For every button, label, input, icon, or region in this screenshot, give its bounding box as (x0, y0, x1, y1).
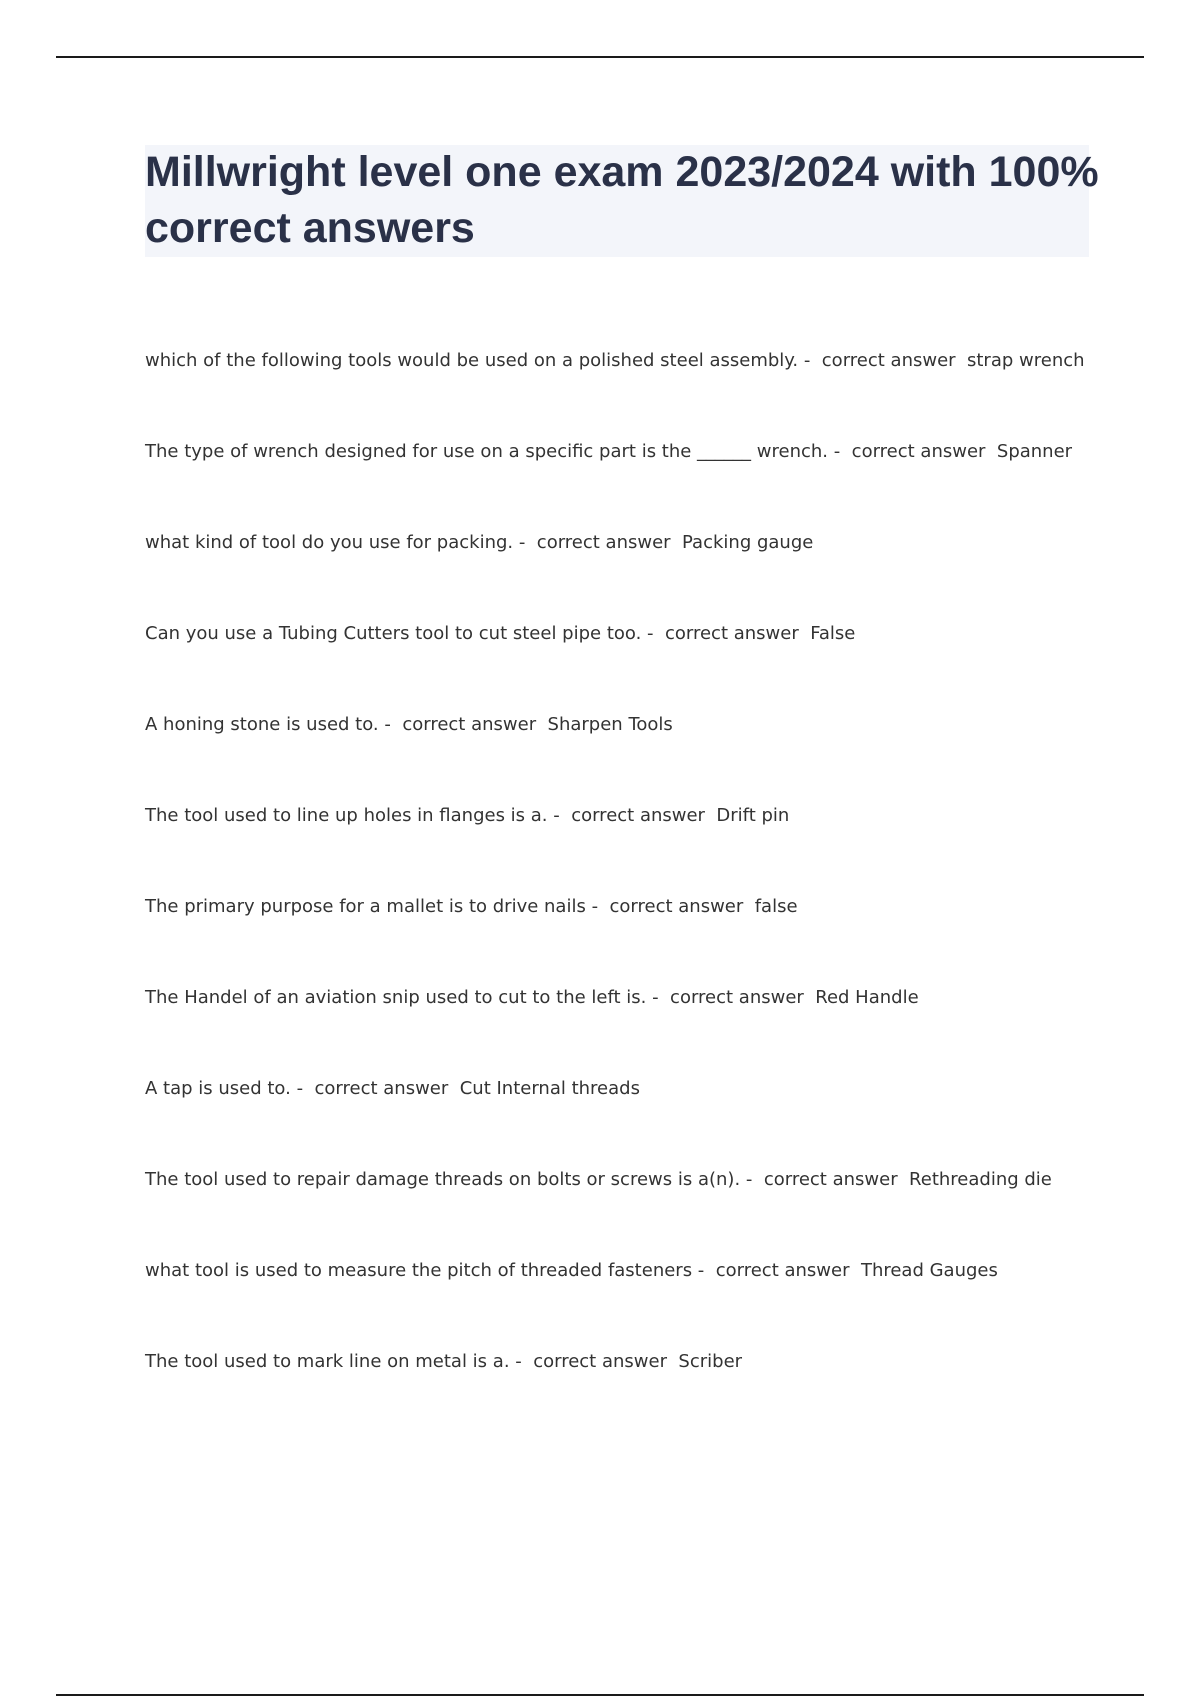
answer-text: Scriber (678, 1351, 743, 1372)
question-text: what tool is used to measure the pitch of threaded fasteners (145, 1260, 693, 1281)
answer-separator: - correct answer (740, 1169, 910, 1190)
answer-separator: - correct answer (798, 350, 967, 371)
answer-separator: - correct answer (378, 714, 548, 735)
question-text: A tap is used to. (145, 1078, 291, 1099)
answer-separator: - correct answer (585, 896, 755, 917)
qa-item (145, 429, 1105, 520)
answer-separator: - correct answer (692, 1260, 861, 1281)
qa-item (145, 702, 1105, 793)
qa-item (145, 793, 1105, 884)
question-text: The primary purpose for a mallet is to drive nails (145, 896, 586, 917)
document-title: Millwright level one exam 2023/2024 with 100% correct answers (145, 148, 1099, 252)
bottom-rule (56, 1694, 1144, 1696)
answer-text: Thread Gauges (860, 1260, 998, 1281)
question-text: Can you use a Tubing Cutters tool to cut steel pipe too. (145, 623, 642, 644)
top-rule (56, 56, 1144, 58)
answer-text: False (810, 623, 856, 644)
answer-separator: - correct answer (828, 441, 997, 462)
qa-item (145, 1339, 1105, 1430)
question-text: The Handel of an aviation snip used to cut to the left is. (145, 987, 647, 1008)
qa-item (145, 611, 1105, 702)
qa-list (145, 338, 1105, 1430)
question-text: which of the following tools would be used on a polished steel assembly. (145, 350, 799, 371)
answer-text: Spanner (996, 441, 1073, 462)
answer-text: Cut Internal threads (459, 1078, 640, 1099)
answer-text: strap wrench (967, 350, 1085, 371)
question-text: The type of wrench designed for use on a specific part is the ______ wrench. (145, 441, 829, 462)
question-text: what kind of tool do you use for packing. (145, 532, 514, 553)
qa-item (145, 520, 1105, 611)
question-text: The tool used to mark line on metal is a. (145, 1351, 510, 1372)
qa-item (145, 338, 1105, 429)
question-text: The tool used to line up holes in flanges is a. (145, 805, 548, 826)
answer-text: false (754, 896, 798, 917)
answer-text: Rethreading die (909, 1169, 1052, 1190)
qa-item (145, 1248, 1105, 1339)
qa-item (145, 975, 1105, 1066)
answer-separator: - correct answer (646, 987, 816, 1008)
answer-separator: - correct answer (290, 1078, 460, 1099)
answer-text: Sharpen Tools (547, 714, 673, 735)
qa-item (145, 1066, 1105, 1157)
question-text: A honing stone is used to. (145, 714, 379, 735)
answer-text: Drift pin (716, 805, 790, 826)
answer-separator: - correct answer (641, 623, 811, 644)
answer-separator: - correct answer (509, 1351, 679, 1372)
qa-item (145, 1157, 1105, 1248)
answer-text: Red Handle (815, 987, 919, 1008)
answer-separator: - correct answer (547, 805, 717, 826)
question-text: The tool used to repair damage threads on bolts or screws is a(n). (145, 1169, 741, 1190)
answer-text: Packing gauge (682, 532, 814, 553)
answer-separator: - correct answer (513, 532, 683, 553)
qa-item (145, 884, 1105, 975)
